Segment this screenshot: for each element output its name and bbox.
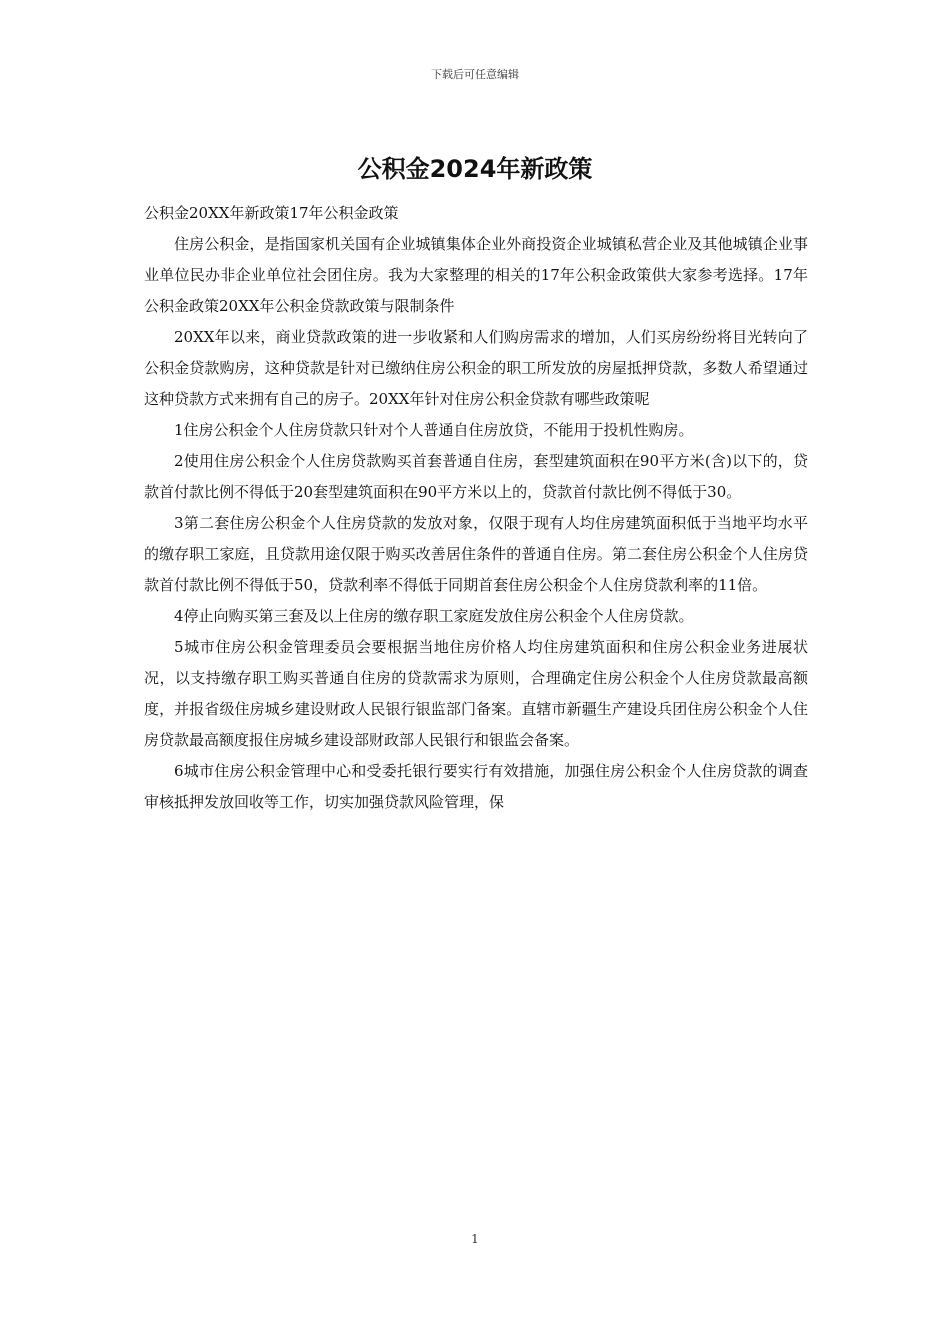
page-number: 1 <box>471 1232 479 1246</box>
paragraph: 1住房公积金个人住房贷款只针对个人普通自住房放贷，不能用于投机性购房。 <box>174 421 694 439</box>
paragraph: 4停止向购买第三套及以上住房的缴存职工家庭发放住房公积金个人住房贷款。 <box>174 607 694 625</box>
paragraph: 3第二套住房公积金个人住房贷款的发放对象，仅限于现有人均住房建筑面积低于当地平均水平的缴存职工家庭，且贷款用途仅限于购买改善居住条件的普通自住房。第二套住房公积金个人住房贷款首付款比例不得低于50，贷款利率不得低于同期首套住房公积金个人住房贷款利率的11倍。 <box>144 514 808 594</box>
paragraph: 2使用住房公积金个人住房贷款购买首套普通自住房，套型建筑面积在90平方米(含)以下的，贷款首付款比例不得低于20套型建筑面积在90平方米以上的，贷款首付款比例不得低于30。 <box>144 452 808 501</box>
document-title: 公积金2024年新政策 <box>357 155 593 183</box>
paragraph: 20XX年以来，商业贷款政策的进一步收紧和人们购房需求的增加，人们买房纷纷将目光转向了公积金贷款购房，这种贷款是针对已缴纳住房公积金的职工所发放的房屋抵押贷款，多数人希望通过这种贷款方式来拥有自己的房子。20XX年针对住房公积金贷款有哪些政策呢 <box>144 328 808 408</box>
paragraph: 6城市住房公积金管理中心和受委托银行要实行有效措施，加强住房公积金个人住房贷款的调查审核抵押发放回收等工作，切实加强贷款风险管理，保 <box>144 762 808 811</box>
document-subtitle: 公积金20XX年新政策17年公积金政策 <box>144 204 399 222</box>
paragraph: 5城市住房公积金管理委员会要根据当地住房价格人均住房建筑面积和住房公积金业务进展状况，以支持缴存职工购买普通自住房的贷款需求为原则，合理确定住房公积金个人住房贷款最高额度，并报省级住房城乡建设财政人民银行银监部门备案。直辖市新疆生产建设兵团住房公积金个人住房贷款最高额度报住房城乡建设部财政部人民银行和银监会备案。 <box>144 638 808 749</box>
paragraph: 住房公积金，是指国家机关国有企业城镇集体企业外商投资企业城镇私营企业及其他城镇企业事业单位民办非企业单位社会团住房。我为大家整理的相关的17年公积金政策供大家参考选择。17年公积金政策20XX年公积金贷款政策与限制条件 <box>144 235 808 315</box>
header-note: 下载后可任意编辑 <box>431 68 519 81</box>
document-body <box>144 198 808 818</box>
